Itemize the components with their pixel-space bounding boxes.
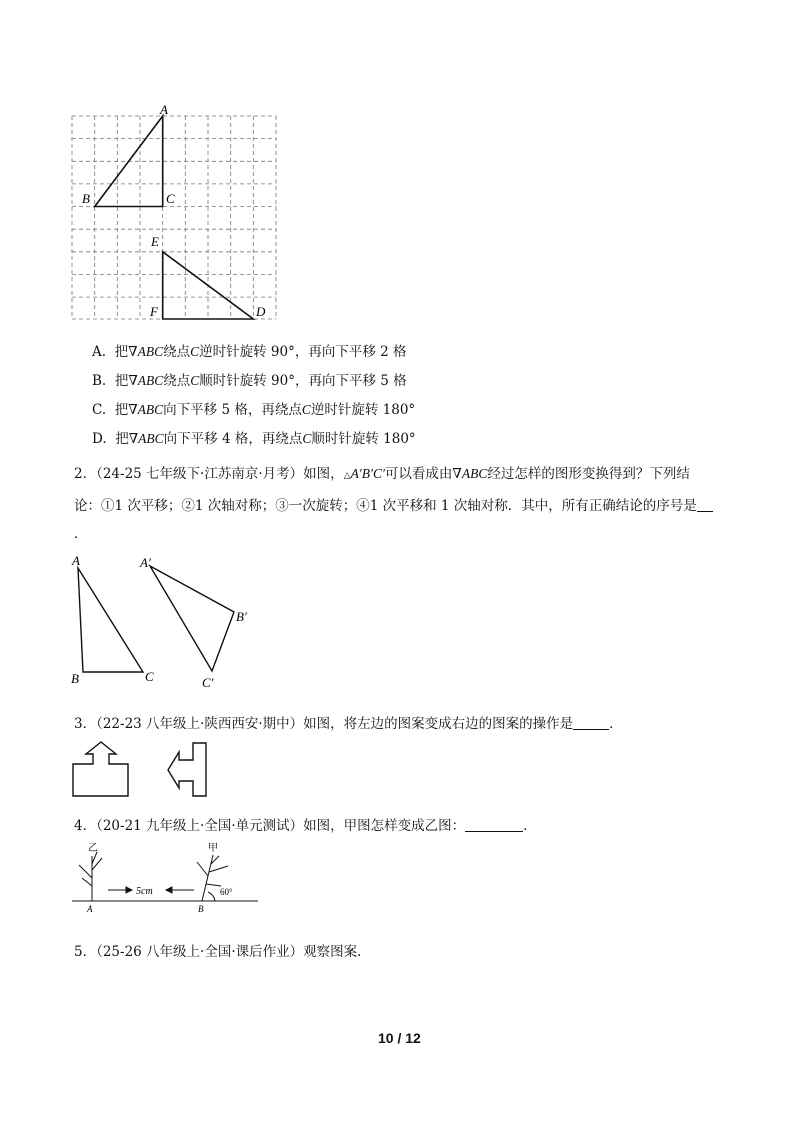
label-a: A	[72, 553, 80, 568]
triangle-symbol: ∇	[128, 431, 139, 447]
left-pattern	[73, 742, 128, 796]
triangle-symbol: ∇	[128, 344, 138, 360]
triangle-symbol: ∇	[128, 373, 138, 389]
label-c-prime: C′	[202, 675, 214, 690]
q5-line: 5．（25-26 八年级上·全国·课后作业）观察图案．	[74, 944, 371, 960]
triangle-a2b2c2	[150, 566, 234, 671]
label-a-prime: A′	[140, 555, 151, 570]
q2-line3: ．	[74, 526, 88, 542]
label-angle: 60°	[220, 887, 233, 897]
small-triangle-symbol: △	[343, 471, 351, 481]
label-e: E	[151, 234, 159, 249]
page-number: 10 / 12	[378, 1030, 421, 1046]
figure-two-triangles	[62, 550, 272, 692]
q3-line: 3．（22-23 八年级上·陕西西安·期中）如图，将左边的图案变成右边的图案的操作是 ．	[74, 716, 623, 732]
option-d[interactable]: D. 把∇ABC向下平移 4 格，再绕点C顺时针旋转 180°	[92, 431, 416, 447]
figure-trees	[68, 838, 263, 918]
label-b: B	[71, 671, 79, 686]
label-distance: 5cm	[136, 886, 153, 897]
triangle-symbol: ∇	[452, 466, 462, 482]
figure-patterns	[68, 738, 238, 800]
label-jia: 甲	[208, 843, 218, 854]
label-d: D	[256, 304, 266, 319]
option-c[interactable]: C. 把∇ABC向下平移 5 格，再绕点C逆时针旋转 180°	[92, 402, 416, 418]
answer-blank[interactable]	[465, 817, 523, 832]
figure-grid-triangles	[60, 100, 290, 325]
option-a[interactable]: A. 把∇ABC绕点C逆时针旋转 90°，再向下平移 2 格	[92, 344, 407, 360]
answer-blank[interactable]	[697, 497, 713, 512]
triangle-abc	[78, 568, 143, 672]
label-yi: 乙	[88, 843, 98, 854]
triangle-symbol: ∇	[128, 402, 138, 418]
label-a: A	[160, 102, 168, 117]
q4-line: 4．（20-21 九年级上·全国·单元测试）如图，甲图怎样变成乙图： ．	[74, 818, 537, 834]
right-pattern	[168, 743, 206, 796]
option-b[interactable]: B. 把∇ABC绕点C顺时针旋转 90°，再向下平移 5 格	[92, 373, 407, 389]
label-c: C	[166, 191, 175, 206]
label-a: A	[87, 904, 93, 914]
label-b: B	[82, 191, 90, 206]
label-f: F	[150, 304, 158, 319]
tree-yi	[79, 852, 102, 901]
label-b-prime: B′	[236, 609, 247, 624]
label-b: B	[198, 904, 204, 914]
label-c: C	[145, 669, 154, 684]
q2-line1: 2．（24-25 七年级下·江苏南京·月考）如图，△A′B′C′可以看成由∇ABC经过怎样的图形变换得到？下列结	[74, 466, 690, 482]
answer-blank[interactable]	[573, 715, 609, 730]
q2-line2: 论：①1 次平移；②1 次轴对称；③一次旋转；④1 次平移和 1 次轴对称．其中，所有正确结论的序号是	[74, 496, 713, 516]
